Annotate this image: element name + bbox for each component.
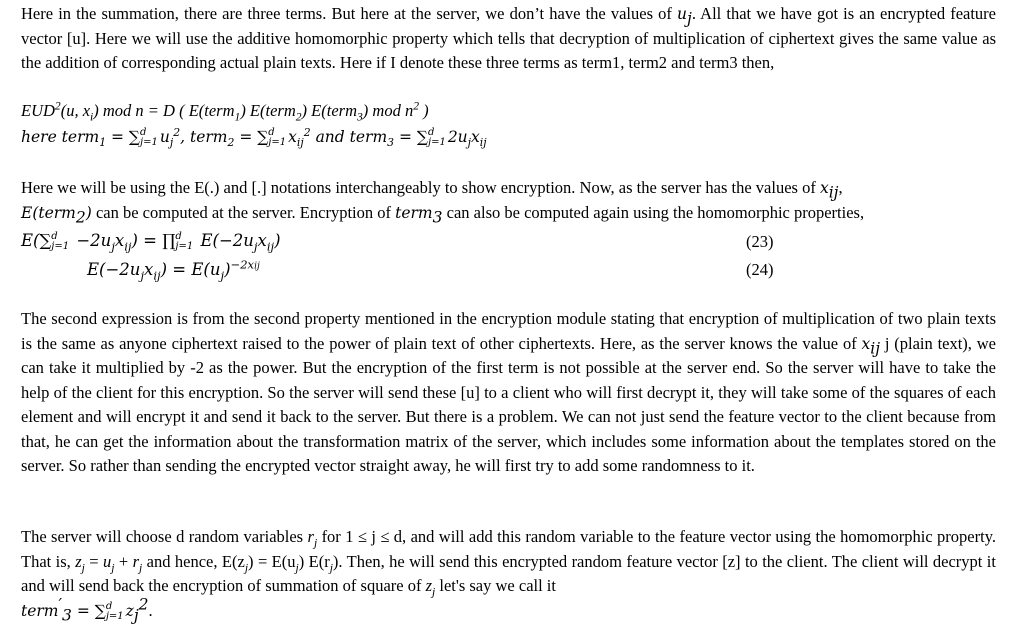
equation-number-23: (23) [746, 232, 774, 251]
paragraph-second-expression: The second expression is from the second property mentioned in the encryption module stating that encryption of multiplication of two plain texts is the same as anyone ciphertext raised to the power of plain text of other ciphertexts. Here, as the server knows the value of $x_{ij}$ j (plain text), we can take it multiplied by -2 as the power. But the encryption of the first term is not possible at the server end. So the server will have to take the help of the client for this encryption. So the server will send these [u] to a client who will first decrypt it, they will take some of the squares of each element and will encrypt it and send it back to the server. But there is a problem. We can not just send the feature vector to the client because from that, he can get the information about the transformation matrix of the server, which includes some information about the templates stored on the server. So rather than sending the encrypted vector straight away, he will first try to add some randomness to it. [21, 309, 996, 475]
paragraph-summation-terms: Here in the summation, there are three terms. But here at the server, we don’t have the values of $u_j$. All that we have got is an encrypted feature vector [u]. Here we will use the additive homomorphic property which tells that decryption of multiplication of ciphertext gives the same value as the addition of corresponding actual plain texts. Here if I denote these three terms as term1, term2 and term3 then, [21, 4, 996, 72]
equation-24: $E(-2u_jx_{ij}) = E(u_j)^{-2xij}$ [87, 257, 260, 283]
equation-23: E(∑ d j=1 $-2u_jx_{ij}$) = ∏ d j=1 $E(-2u_jx_{ij})$ [21, 230, 281, 254]
paragraph-notation: Here we will be using the E(.) and [.] notations interchangeably to show encryption. Now, as the server has the values of $x_{ij}$, E(term$_2$) can be computed at the server. Encryption of term$_3$ can also be computed again using the homomorphic properties, [21, 178, 865, 226]
eud-equation-line: EUD$^2$(u, $x_i$) mod n = D ( E(term$_1$) E(term$_2$) E(term$_3$) mod $n^2$ ) [21, 100, 429, 124]
terms-definition-line: here term$_1$ = ∑ d j=1 $u_j^2$, term$_2$ = ∑ d j=1 $x_{ij}^2$ and term$_3$ = ∑ d j=1 $2u_jx_{ij}$ [21, 125, 487, 150]
paragraph-random-variables: The server will choose d random variables $r_j$ for 1 ≤ j ≤ d, and will add this random variable to the feature vector using the homomorphic property. That is, $z_j = u_j + r_j$ and hence, $E(z_j) = E(u_j)$ $E(r_j)$. Then, he will send this encrypted random feature vector [z] to the client. The client will decrypt it and will send back the encryption of summation of square of $z_j$ let's say we call it term′$_3$ = ∑ d j=1 $z_j^2$. [21, 527, 997, 624]
equation-number-24: (24) [746, 260, 774, 279]
